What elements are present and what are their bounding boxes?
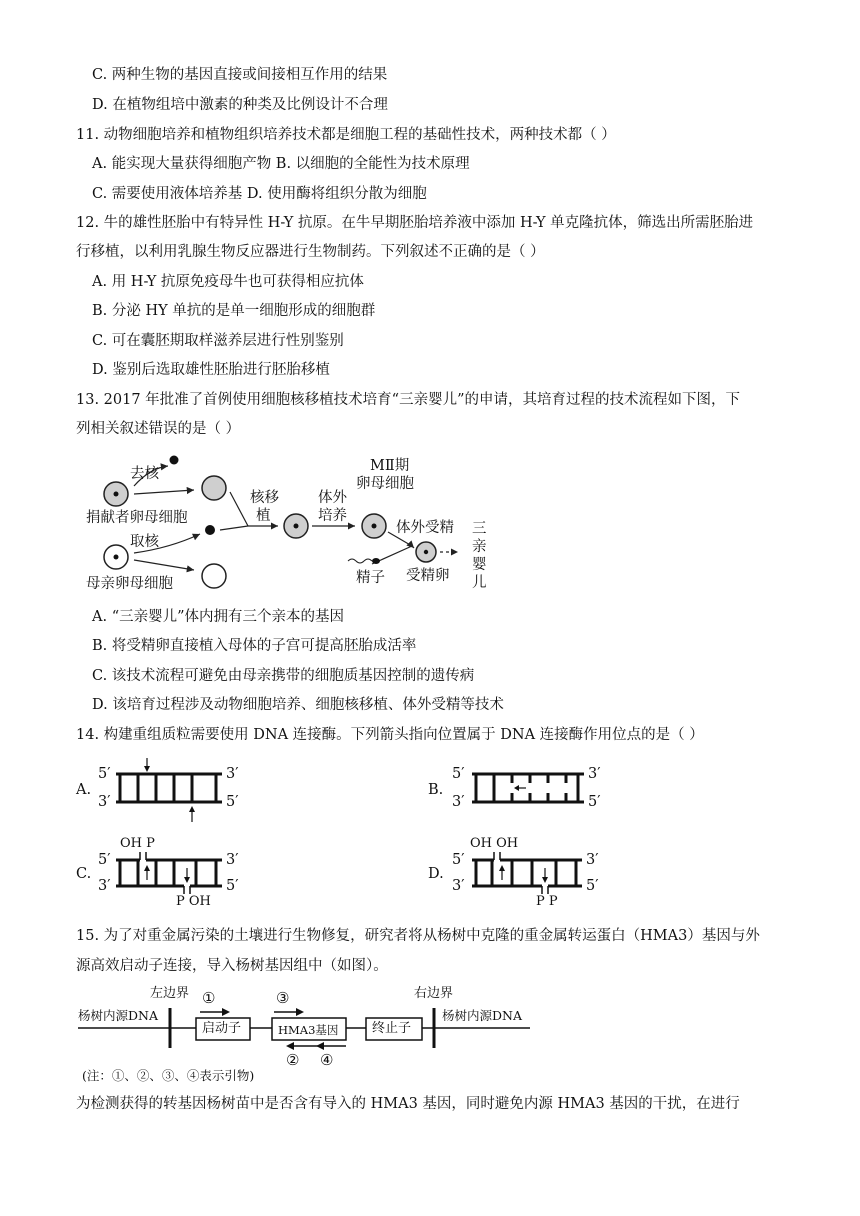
mother-egg-empty <box>202 564 226 588</box>
q14-option-d <box>428 834 618 912</box>
q14-option-c <box>76 834 256 912</box>
q14-a-3prime-top: 3′ <box>226 766 239 782</box>
q12-stem-1: 12. 牛的雄性胚胎中有特异性 H-Y 抗原。在牛早期胚胎培养液中添加 H-Y 单克隆抗体，筛选出所需胚胎进 <box>76 215 754 231</box>
q12-option-a: A. 用 H-Y 抗原免疫母牛也可获得相应抗体 <box>92 274 364 290</box>
q14-b-5prime-top: 5′ <box>452 766 465 782</box>
q11-stem: 11. 动物细胞培养和植物组织培养技术都是细胞工程的基础性技术，两种技术都（ ） <box>76 127 616 143</box>
label-zygote: 受精卵 <box>406 568 450 584</box>
q14-d-p-p: P P <box>536 894 558 909</box>
label-culture-1: 体外 <box>318 490 347 506</box>
q14-option-a <box>76 756 256 826</box>
label-take-nucleus: 取核 <box>130 534 159 550</box>
q14-stem: 14. 构建重组质粒需要使用 DNA 连接酶。下列箭头指向位置属于 DNA 连接酶作用位点的是（ ） <box>76 727 704 743</box>
q15-stem-1: 15. 为了对重金属污染的土壤进行生物修复，研究者将从杨树中克隆的重金属转运蛋白（HMA3）基因与外 <box>76 928 760 944</box>
q14-c-p: P <box>146 836 155 851</box>
q14-c-p-oh: P OH <box>176 894 211 909</box>
q14-a-5prime-top: 5′ <box>98 766 111 782</box>
q14-a-3prime-bottom: 3′ <box>98 794 111 810</box>
q12-option-b: B. 分泌 HY 单抗的是单一细胞形成的细胞群 <box>92 303 376 319</box>
q14-d-label: D. <box>428 866 444 882</box>
q14-a-label: A. <box>76 782 92 798</box>
q12-option-d: D. 鉴别后选取雄性胚胎进行胚胎移植 <box>92 362 330 378</box>
q15-primer-3: ③ <box>276 989 290 1007</box>
q15-terminator: 终止子 <box>372 1021 412 1036</box>
q13-option-a: A. “三亲婴儿”体内拥有三个亲本的基因 <box>92 609 345 625</box>
q14-c-label: C. <box>76 866 92 882</box>
q14-d-dna-svg <box>428 834 618 912</box>
label-mii-1: MⅡ期 <box>370 458 410 474</box>
q13-option-b: B. 将受精卵直接植入母体的子宫可提高胚胎成活率 <box>92 638 417 654</box>
q12-option-c: C. 可在囊胚期取样滋养层进行性别鉴别 <box>92 333 344 349</box>
q14-b-label: B. <box>428 782 444 798</box>
label-three-parent-baby: 三亲婴儿 <box>472 521 487 591</box>
q10-option-d: D. 在植物组培中激素的种类及比例设计不合理 <box>92 97 388 113</box>
q14-d-3prime-bottom: 3′ <box>452 878 465 894</box>
q14-a-dna-svg <box>76 756 256 826</box>
q15-hma3-gene: HMA3基因 <box>278 1023 339 1037</box>
q14-c-dna-svg <box>76 834 256 912</box>
q11-options-ab: A. 能实现大量获得细胞产物 B. 以细胞的全能性为技术原理 <box>92 156 470 172</box>
q15-primer-1: ① <box>202 989 216 1007</box>
q14-b-3prime-bottom: 3′ <box>452 794 465 810</box>
q12-stem-2: 行移植，以利用乳腺生物反应器进行生物制药。下列叙述不正确的是（ ） <box>76 244 545 260</box>
q14-c-oh: OH <box>120 836 142 851</box>
q14-b-dna-svg <box>428 756 618 826</box>
q10-option-c: C. 两种生物的基因直接或间接相互作用的结果 <box>92 67 388 83</box>
q15-poplar-dna-right: 杨树内源DNA <box>442 1008 522 1023</box>
q15-poplar-dna-left: 杨树内源DNA <box>78 1008 158 1023</box>
q15-note: (注：①、②、③、④表示引物) <box>82 1068 255 1083</box>
q15-stem-2: 源高效启动子连接，导入杨树基因组中（如图）。 <box>76 958 388 974</box>
q14-b-5prime-bottom: 5′ <box>588 794 601 810</box>
q15-construct-diagram <box>78 984 538 1084</box>
q11-options-cd: C. 需要使用液体培养基 D. 使用酶将组织分散为细胞 <box>92 186 427 202</box>
q15-tail: 为检测获得的转基因杨树苗中是否含有导入的 HMA3 基因，同时避免内源 HMA3 基因的干扰，在进行 <box>76 1096 740 1112</box>
label-culture-2: 培养 <box>318 508 347 524</box>
q14-b-3prime-top: 3′ <box>588 766 601 782</box>
q14-d-oh-oh: OH OH <box>470 836 519 851</box>
q14-c-3prime-bottom: 3′ <box>98 878 111 894</box>
q15-promoter: 启动子 <box>202 1021 242 1036</box>
q14-d-5prime-top: 5′ <box>452 852 465 868</box>
q15-primer-4: ④ <box>320 1051 334 1069</box>
enucleated-egg <box>202 476 226 500</box>
q14-a-5prime-bottom: 5′ <box>226 794 239 810</box>
label-nuclear-transfer-2: 植 <box>256 508 271 524</box>
q13-stem-1: 13. 2017 年批准了首例使用细胞核移植技术培育“三亲婴儿”的申请，其培育过程的技术流程如下图，下 <box>76 392 741 408</box>
q14-option-b <box>428 756 618 826</box>
q14-c-3prime-top: 3′ <box>226 852 239 868</box>
q14-c-5prime-top: 5′ <box>98 852 111 868</box>
q14-d-3prime-top: 3′ <box>586 852 599 868</box>
q13-option-c: C. 该技术流程可避免由母亲携带的细胞质基因控制的遗传病 <box>92 668 475 684</box>
q14-d-5prime-bottom: 5′ <box>586 878 599 894</box>
label-remove-nucleus: 去核 <box>130 466 159 482</box>
mother-nucleus <box>205 525 215 535</box>
label-nuclear-transfer-1: 核移 <box>250 490 279 506</box>
q13-option-d: D. 该培育过程涉及动物细胞培养、细胞核移植、体外受精等技术 <box>92 697 504 713</box>
q15-right-border: 右边界 <box>414 986 454 1001</box>
q13-stem-2: 列相关叙述错误的是（ ） <box>76 421 241 437</box>
q13-flow-diagram <box>80 448 500 593</box>
sperm-shape <box>348 559 372 563</box>
q15-left-border: 左边界 <box>150 986 190 1001</box>
label-mii-2: 卵母细胞 <box>356 476 414 492</box>
removed-nucleus <box>170 456 179 465</box>
label-donor-egg: 捐献者卵母细胞 <box>86 510 188 526</box>
q14-c-5prime-bottom: 5′ <box>226 878 239 894</box>
label-ivf: 体外受精 <box>396 520 454 536</box>
label-sperm: 精子 <box>356 570 385 586</box>
q15-primer-2: ② <box>286 1051 300 1069</box>
label-mother-egg: 母亲卵母细胞 <box>86 576 173 592</box>
